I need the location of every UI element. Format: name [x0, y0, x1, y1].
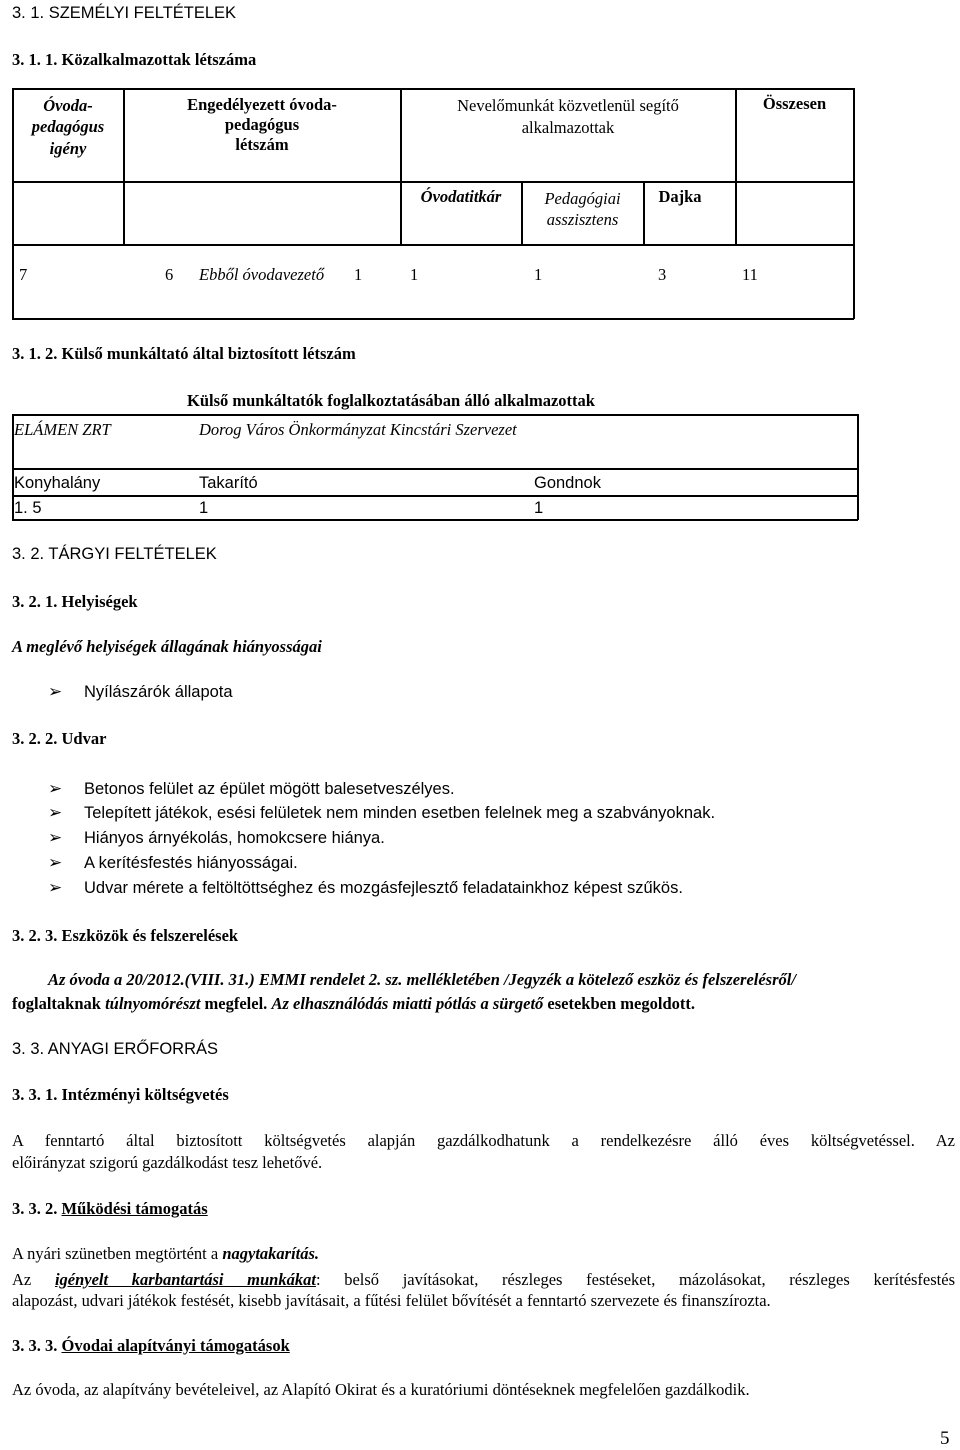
cell-osszesen: 11 [742, 265, 758, 284]
cell-pedagogiai: 1 [534, 265, 543, 284]
mukodesi-line-3: alapozást, udvari játékok festését, kisebb javításait, a fűtési felület bővítését a fenntartó szervezete és finanszírozta. [12, 1291, 771, 1310]
section-heading-3-1: 3. 1. SZEMÉLYI FELTÉTELEK [12, 4, 237, 22]
cell-engedelyezett: 6 [165, 265, 174, 284]
eszkozok-line-1: Az óvoda a 20/2012.(VIII. 31.) EMMI rendelet 2. sz. mellékletében /Jegyzék a kötelező eszköz és felszerelésről/ [48, 970, 796, 989]
cell-dajka: 3 [658, 265, 667, 284]
section-heading-3-2-2: 3. 2. 2. Udvar [12, 729, 107, 748]
list-item: Nyílászárók állapota [84, 683, 233, 701]
employer-elamen: ELÁMEN ZRT [14, 420, 111, 439]
col-gondnok: Gondnok [534, 474, 601, 492]
list-item: Udvar mérete a feltöltöttséghez és mozgásfejlesztő feladatainkhoz képest szűkös. [84, 879, 683, 897]
val-gondnok: 1 [534, 499, 544, 517]
arrow-bullet-icon: ➢ [48, 828, 63, 848]
header-nevelomunkat-segito: Nevelőmunkát közvetlenül segítő alkalmazottak [457, 96, 679, 138]
section-heading-3-2-1: 3. 2. 1. Helyiségek [12, 592, 138, 611]
list-item: Betonos felület az épület mögött balesetveszélyes. [84, 780, 455, 798]
val-konyhalany: 1. 5 [14, 499, 42, 517]
section-heading-3-3: 3. 3. ANYAGI ERŐFORRÁS [12, 1040, 219, 1058]
arrow-bullet-icon: ➢ [48, 803, 63, 823]
arrow-bullet-icon: ➢ [48, 853, 63, 873]
cell-ovodatitkar: 1 [410, 265, 419, 284]
helyisegek-subtitle: A meglévő helyiségek állagának hiányosságai [12, 637, 322, 656]
header-ovodapedagogus-igeny: Óvoda- pedagógus igény [31, 96, 105, 158]
cell-ebbol-num: 1 [354, 265, 363, 284]
arrow-bullet-icon: ➢ [48, 682, 63, 702]
header-pedagogiai-asszisztens: Pedagógiai asszisztens [544, 189, 621, 230]
koltsegvetes-line-1: A fenntartó által biztosított költségvetés alapján gazdálkodhatunk a rendelkezésre álló éves költségvetéssel. Az [12, 1131, 955, 1150]
alapitvany-paragraph: Az óvoda, az alapítvány bevételeivel, az Alapító Okirat és a kuratóriumi döntéseknek megfelelően gazdálkodik. [12, 1380, 750, 1399]
section-heading-3-2-3: 3. 2. 3. Eszközök és felszerelések [12, 926, 239, 945]
mukodesi-line-1: A nyári szünetben megtörtént a nagytakarítás. [12, 1244, 320, 1263]
val-takarito: 1 [199, 499, 209, 517]
koltsegvetes-line-2: előirányzat szigorú gazdálkodást tesz lehetővé. [12, 1153, 323, 1172]
arrow-bullet-icon: ➢ [48, 779, 63, 799]
section-heading-3-3-2: 3. 3. 2. Működési támogatás [12, 1199, 208, 1218]
mukodesi-line-2: Az igényelt karbantartási munkákat: belső javításokat, részleges festéseket, mázolásokat, részleges kerítésfestés [12, 1270, 955, 1289]
section-heading-3-2: 3. 2. TÁRGYI FELTÉTELEK [12, 545, 217, 563]
ext-table-header: Külső munkáltatók foglalkoztatásában álló alkalmazottak [187, 391, 595, 410]
header-engedelyezett-letszam: Engedélyezett óvoda- pedagógus létszám [187, 95, 337, 154]
section-heading-3-3-1: 3. 3. 1. Intézményi költségvetés [12, 1085, 229, 1104]
section-heading-3-1-1: 3. 1. 1. Közalkalmazottak létszáma [12, 50, 257, 69]
cell-igeny: 7 [19, 265, 28, 284]
cell-ebbol-ovodavezeto: Ebből óvodavezető [199, 265, 325, 284]
page-number: 5 [940, 1428, 950, 1449]
list-item: Telepített játékok, esési felületek nem minden esetben felelnek meg a szabványoknak. [84, 804, 716, 822]
list-item: Hiányos árnyékolás, homokcsere hiánya. [84, 829, 385, 847]
section-heading-3-1-2: 3. 1. 2. Külső munkáltató által biztosított létszám [12, 344, 356, 363]
header-dajka: Dajka [658, 187, 702, 206]
eszkozok-line-2: foglaltaknak túlnyomórészt megfelel. Az elhasználódás miatti pótlás a sürgető esetekben megoldott. [12, 994, 695, 1013]
header-ovodatitkar: Óvodatitkár [420, 187, 502, 206]
section-heading-3-3-3: 3. 3. 3. Óvodai alapítványi támogatások [12, 1336, 290, 1355]
col-konyhalany: Konyhalány [14, 474, 101, 492]
arrow-bullet-icon: ➢ [48, 878, 63, 898]
list-item: A kerítésfestés hiányosságai. [84, 854, 298, 872]
header-osszesen: Összesen [762, 94, 827, 113]
employer-dorog: Dorog Város Önkormányzat Kincstári Szervezet [199, 420, 517, 439]
col-takarito: Takarító [199, 474, 258, 492]
